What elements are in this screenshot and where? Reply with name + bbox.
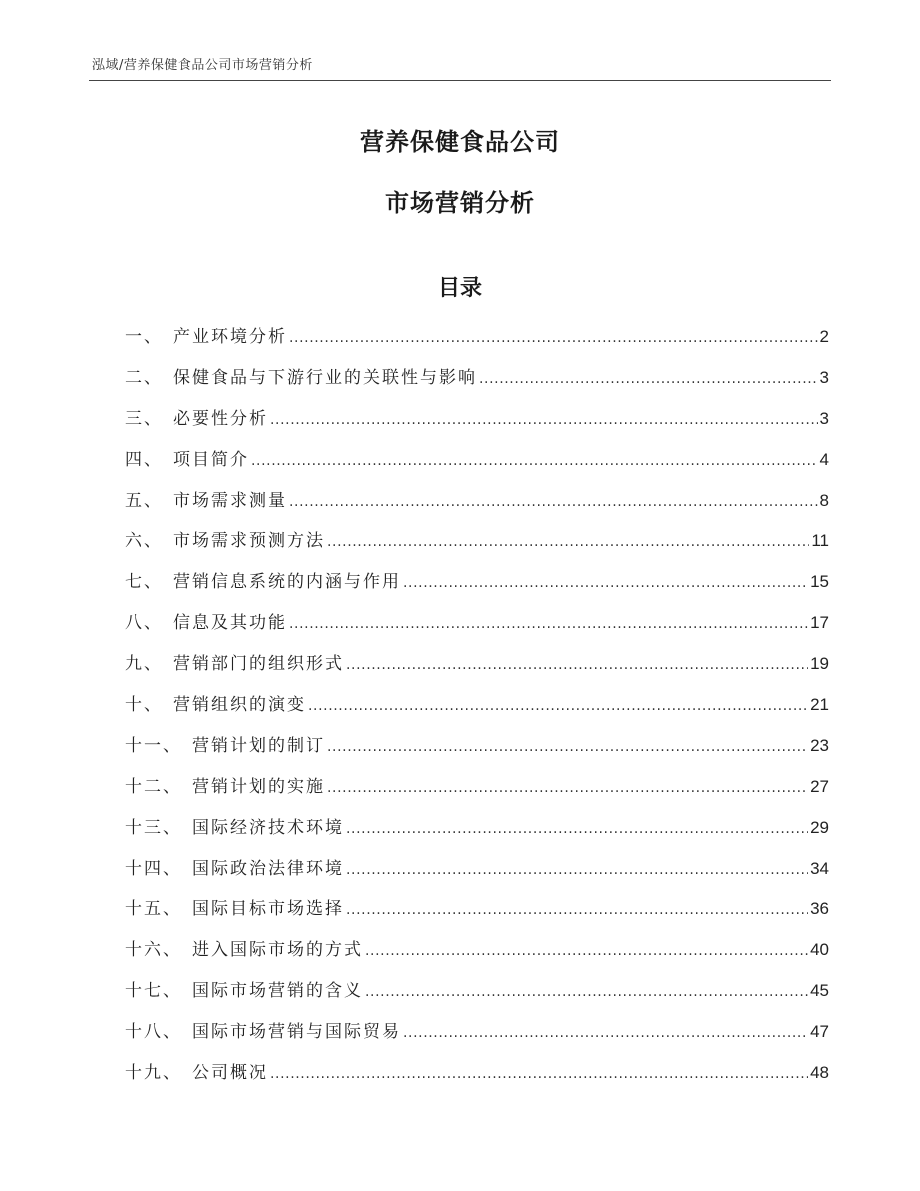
toc-entry-number: 十、 (125, 695, 163, 716)
toc-entry[interactable] (125, 772, 829, 813)
toc-dot-leader (403, 1025, 808, 1041)
toc-entry[interactable] (125, 854, 829, 895)
toc-dot-leader (403, 575, 808, 591)
toc-entry-page-number: 27 (810, 776, 829, 796)
toc-entry-title: 公司概况 (192, 1063, 268, 1084)
toc-entry-number: 八、 (125, 613, 163, 634)
toc-dot-leader (327, 739, 808, 755)
toc-entry-number: 十一、 (125, 735, 182, 756)
toc-dot-leader (289, 494, 818, 510)
toc-entry-title: 国际目标市场选择 (192, 899, 344, 920)
toc-entry-title: 国际市场营销与国际贸易 (192, 1022, 401, 1043)
toc-dot-leader (479, 371, 818, 387)
toc-entry[interactable] (125, 445, 829, 486)
toc-entry-page-number: 40 (810, 940, 829, 960)
toc-entry-page-number: 36 (810, 899, 829, 919)
toc-entry-number: 十五、 (125, 899, 182, 920)
toc-entry-number: 二、 (125, 367, 163, 388)
toc-entry[interactable] (125, 976, 829, 1017)
toc-entry-title: 项目简介 (173, 449, 249, 470)
toc-entry-page-number: 4 (819, 449, 829, 469)
toc-heading: 目录 (437, 276, 482, 301)
toc-dot-leader (346, 862, 808, 878)
toc-dot-leader (346, 821, 808, 837)
toc-entry-page-number: 21 (810, 695, 829, 715)
document-title: 营养保健食品公司 (360, 128, 560, 156)
toc-entry[interactable] (125, 608, 829, 649)
toc-entry-number: 十七、 (125, 981, 182, 1002)
toc-entry-page-number: 2 (819, 327, 829, 346)
toc-entry-title: 市场需求预测方法 (173, 531, 325, 552)
toc-dot-leader (289, 616, 808, 632)
toc-entry-title: 信息及其功能 (173, 613, 287, 634)
toc-entry-page-number: 8 (819, 490, 829, 510)
toc-entry[interactable] (125, 322, 829, 363)
toc-entry[interactable] (125, 935, 829, 976)
table-of-contents (125, 322, 829, 1099)
toc-entry-page-number: 48 (810, 1063, 829, 1083)
toc-entry-title: 营销组织的演变 (173, 695, 306, 716)
toc-entry-page-number: 19 (810, 654, 829, 674)
toc-entry-number: 五、 (125, 490, 163, 511)
toc-entry-title: 营销计划的实施 (192, 776, 325, 797)
toc-entry-page-number: 34 (810, 858, 829, 878)
toc-entry-number: 十四、 (125, 858, 182, 879)
toc-entry-page-number: 15 (810, 572, 829, 592)
toc-entry-title: 必要性分析 (173, 408, 268, 429)
toc-entry[interactable] (125, 363, 829, 404)
toc-entry-page-number: 11 (811, 531, 829, 551)
toc-dot-leader (365, 943, 808, 959)
toc-dot-leader (289, 330, 818, 346)
toc-entry-number: 十九、 (125, 1063, 182, 1084)
toc-entry-number: 三、 (125, 408, 163, 429)
toc-entry-page-number: 17 (810, 613, 829, 633)
toc-entry-page-number: 29 (810, 817, 829, 837)
toc-dot-leader (270, 412, 818, 428)
toc-dot-leader (365, 984, 808, 1000)
toc-dot-leader (327, 534, 809, 550)
toc-entry-title: 国际市场营销的含义 (192, 981, 363, 1002)
toc-entry-title: 营销计划的制订 (192, 735, 325, 756)
toc-entry-page-number: 3 (819, 367, 829, 387)
toc-entry-title: 营销部门的组织形式 (173, 654, 344, 675)
toc-entry-title: 市场需求测量 (173, 490, 287, 511)
toc-entry-title: 国际经济技术环境 (192, 817, 344, 838)
toc-entry[interactable] (125, 813, 829, 854)
toc-entry-number: 四、 (125, 449, 163, 470)
toc-entry-number: 十八、 (125, 1022, 182, 1043)
document-subtitle: 市场营销分析 (385, 189, 535, 217)
running-header: 泓域/营养保健食品公司市场营销分析 (92, 58, 313, 73)
toc-entry[interactable] (125, 526, 829, 567)
toc-dot-leader (346, 902, 808, 918)
toc-entry-number: 九、 (125, 654, 163, 675)
toc-entry[interactable] (125, 404, 829, 445)
toc-dot-leader (346, 657, 808, 673)
toc-entry-page-number: 23 (810, 735, 829, 755)
toc-entry[interactable] (125, 486, 829, 527)
toc-dot-leader (327, 780, 808, 796)
toc-entry[interactable] (125, 690, 829, 731)
toc-entry-number: 十六、 (125, 940, 182, 961)
toc-entry[interactable] (125, 649, 829, 690)
toc-entry[interactable] (125, 567, 829, 608)
toc-entry-page-number: 47 (810, 1022, 829, 1042)
toc-dot-leader (251, 453, 818, 469)
toc-entry-page-number: 45 (810, 981, 829, 1001)
toc-entry[interactable] (125, 731, 829, 772)
toc-entry-title: 保健食品与下游行业的关联性与影响 (173, 367, 477, 388)
toc-entry-number: 六、 (125, 531, 163, 552)
toc-entry-page-number: 3 (819, 408, 829, 428)
toc-entry-title: 进入国际市场的方式 (192, 940, 363, 961)
toc-entry[interactable] (125, 894, 829, 935)
toc-dot-leader (308, 698, 808, 714)
toc-entry-title: 营销信息系统的内涵与作用 (173, 572, 401, 593)
toc-entry-title: 产业环境分析 (173, 327, 287, 347)
toc-entry-title: 国际政治法律环境 (192, 858, 344, 879)
toc-entry-number: 十三、 (125, 817, 182, 838)
header-divider (89, 80, 831, 81)
toc-entry-number: 七、 (125, 572, 163, 593)
toc-entry[interactable] (125, 1017, 829, 1058)
toc-entry[interactable] (125, 1058, 829, 1099)
toc-entry-number: 十二、 (125, 776, 182, 797)
toc-entry-number: 一、 (125, 327, 163, 347)
toc-dot-leader (270, 1066, 808, 1082)
